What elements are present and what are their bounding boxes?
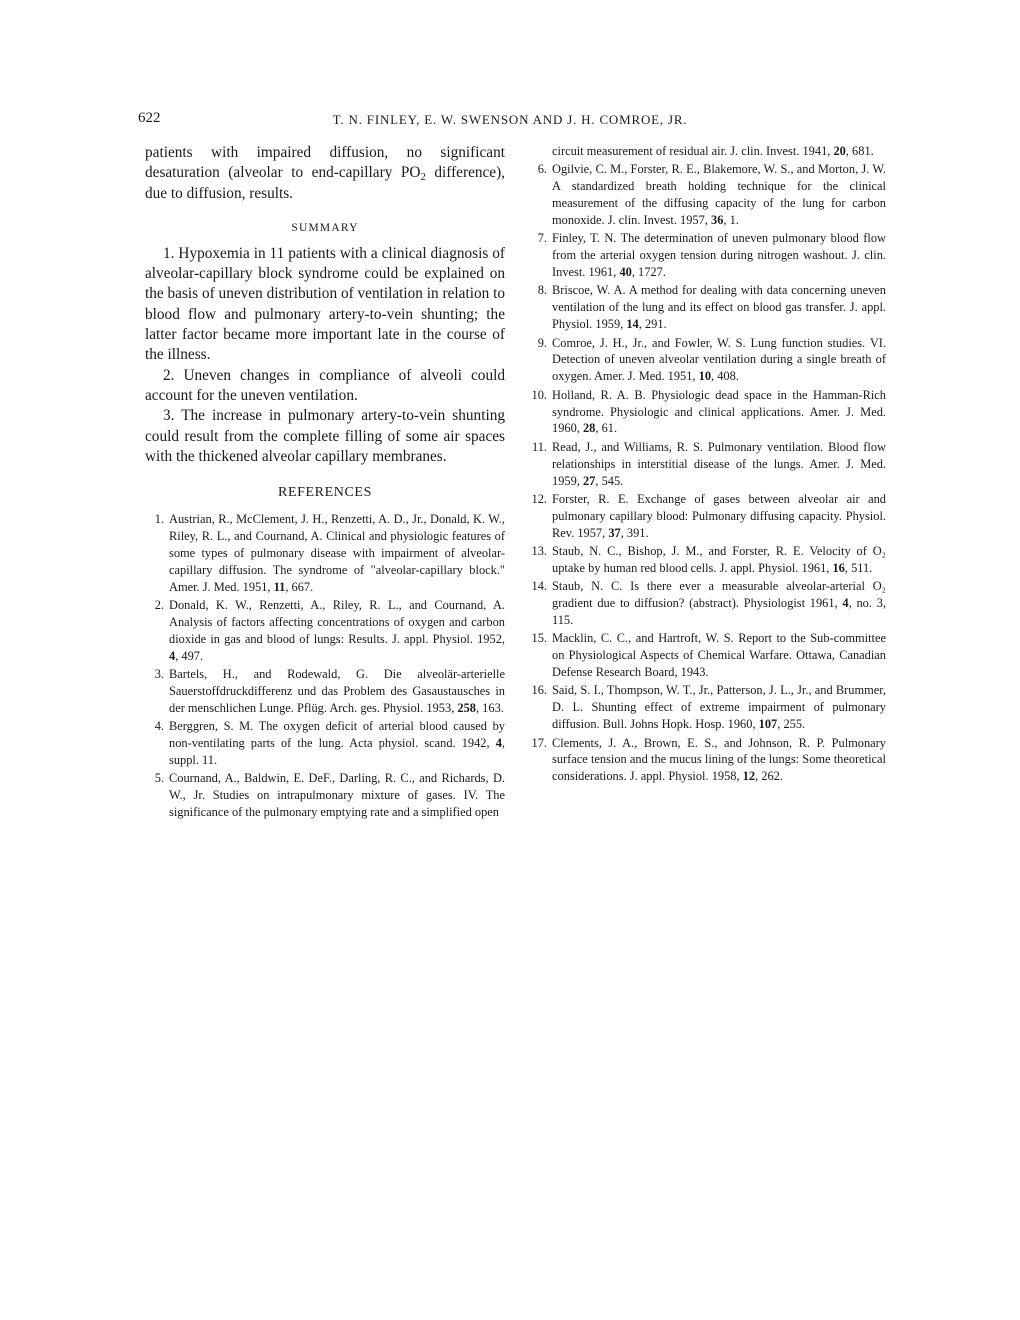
reference-text: Macklin, C. C., and Hartroft, W. S. Report to the Sub-committee on Physiological Aspects of Chemical Warfare. Ottawa, Canadian Defense Research Board, 1943. <box>552 631 886 680</box>
reference-number: 14. <box>531 579 547 594</box>
reference-number: 7. <box>537 231 547 246</box>
reference-text: Holland, R. A. B. Physiologic dead space in the Hamman-Rich syndrome. Physiologic and clinical applications. Amer. J. Med. 1960, 28, 61. <box>552 387 886 436</box>
reference-item <box>528 282 886 333</box>
reference-text: Briscoe, W. A. A method for dealing with data concerning uneven ventilation of the lung and its effect on blood gas transfer. J. appl. Physiol. 1959, 14, 291. <box>552 283 886 332</box>
reference-list-right <box>528 143 886 785</box>
reference-item <box>528 735 886 786</box>
reference-number: 3. <box>154 667 164 682</box>
reference-volume: 258 <box>457 700 476 715</box>
reference-volume: 37 <box>608 525 621 540</box>
reference-volume: 36 <box>711 213 724 228</box>
reference-number: 16. <box>531 683 547 698</box>
reference-item <box>145 597 505 665</box>
reference-number: 11. <box>531 439 547 454</box>
reference-volume: 4 <box>169 648 176 663</box>
reference-text: Berggren, S. M. The oxygen deficit of arterial blood caused by non-ventilating parts of the lung. Acta physiol. scand. 1942, 4, suppl. 11. <box>169 719 505 768</box>
reference-text: Ogilvie, C. M., Forster, R. E., Blakemore, W. S., and Morton, J. W. A standardized breath holding technique for the clinical measurement of the diffusing capacity of the lung for carbon monoxide. J. clin. Invest. 1957, 36, 1. <box>552 162 886 228</box>
reference-item <box>145 666 505 717</box>
page-number: 622 <box>138 110 161 126</box>
reference-item <box>528 230 886 281</box>
reference-item <box>145 511 505 596</box>
reference-item <box>528 543 886 577</box>
reference-number: 6. <box>537 162 547 177</box>
reference-volume: 28 <box>582 421 596 436</box>
reference-text: Comroe, J. H., Jr., and Fowler, W. S. Lung function studies. VI. Detection of uneven alveolar ventilation during a single breath of oxygen. Amer. J. Med. 1951, 10, 408. <box>552 335 886 384</box>
reference-text: Clements, J. A., Brown, E. S., and Johnson, R. P. Pulmonary surface tension and the mucus lining of the lungs: Some theoretical considerations. J. appl. Physiol. 1958, 12, 262. <box>552 735 886 784</box>
reference-text: Donald, K. W., Renzetti, A., Riley, R. L., and Cournand, A. Analysis of factors affecting concentrations of oxygen and carbon dioxide in gas and blood of lungs: Results. J. appl. Physiol. 1952, 4, 497. <box>169 598 505 663</box>
reference-volume: 4 <box>495 736 502 751</box>
summary-heading: SUMMARY <box>291 221 359 234</box>
reference-number: 17. <box>531 735 547 750</box>
reference-text: Bartels, H., and Rodewald, G. Die alveolär-arterielle Sauerstoffdruckdifferenz und das Problem des Gasaustausches in der menschlichen Lunge. Pflüg. Arch. ges. Physiol. 1953, 258, 163. <box>169 667 505 715</box>
summary-item: 3. The increase in pulmonary artery-to-vein shunting could result from the complete filling of some air spaces with the thickened alveolar capillary membranes. <box>145 407 505 465</box>
reference-number: 9. <box>537 335 547 350</box>
reference-item <box>528 335 886 386</box>
summary-item: 1. Hypoxemia in 11 patients with a clinical diagnosis of alveolar-capillary block syndrome could be explained on the basis of uneven distribution of ventilation in relation to blood flow and pulmonary artery-to-vein shunting; the latter factor became more important late in the course of the illness. <box>145 244 505 364</box>
reference-text: Read, J., and Williams, R. S. Pulmonary ventilation. Blood flow relationships in interstitial disease of the lungs. Amer. J. Med. 1959, 27, 545. <box>552 439 886 488</box>
reference-number: 15. <box>531 631 547 646</box>
reference-text: Said, S. I., Thompson, W. T., Jr., Patterson, J. L., Jr., and Brummer, D. L. Shunting effect of extreme impairment of pulmonary diffusion. Bull. Johns Hopk. Hosp. 1960, 107, 255. <box>552 683 886 732</box>
reference-number: 4. <box>154 719 164 734</box>
reference-text: Finley, T. N. The determination of uneven pulmonary blood flow from the arterial oxygen tension during nitrogen washout. J. clin. Invest. 1961, 40, 1727. <box>552 231 886 280</box>
reference-number: 8. <box>537 283 547 298</box>
intro-paragraph: patients with impaired diffusion, no significant desaturation (alveolar to end-capillary $PO_2$ difference), due to diffusion, results. <box>145 144 506 202</box>
reference-volume: 11 <box>273 579 286 594</box>
reference-text: Cournand, A., Baldwin, E. DeF., Darling, R. C., and Richards, D. W., Jr. Studies on intrapulmonary mixture of gases. IV. The significance of the pulmonary emptying rate and a simplified open <box>169 771 505 820</box>
reference-list-left <box>145 511 505 821</box>
reference-volume: 40 <box>619 265 632 280</box>
reference-text: Staub, N. C., Bishop, J. M., and Forster, R. E. Velocity of O₂ uptake by human red blood cells. J. appl. Physiol. 1961, 16, 511. <box>552 543 886 575</box>
reference-item <box>528 491 886 542</box>
reference-number: 2. <box>154 598 164 613</box>
running-head: T. N. FINLEY, E. W. SWENSON AND J. H. COMROE, JR. <box>332 112 688 127</box>
reference-item <box>528 682 886 733</box>
reference-item <box>528 630 886 681</box>
reference-volume: 14 <box>626 317 639 332</box>
reference-volume: 10 <box>698 369 712 384</box>
left-column <box>145 143 505 822</box>
reference-text: Staub, N. C. Is there ever a measurable alveolar-arterial O₂ gradient due to diffusion? (abstract). Physiologist 1961, 4, no. 3, 115. <box>552 579 886 627</box>
reference-text: Austrian, R., McClement, J. H., Renzetti, A. D., Jr., Donald, K. W., Riley, R. L., and Cournand, A. Clinical and physiologic features of some types of pulmonary disease with impairment of alveolar-capillary diffusion. The syndrome of "alveolar-capillary block." Amer. J. Med. 1951, 11, 667. <box>169 512 505 594</box>
reference-number: 12. <box>531 491 547 506</box>
reference-number: 13. <box>531 543 547 558</box>
reference-number: 1. <box>154 512 164 527</box>
reference-volume: 107 <box>758 717 778 732</box>
reference-item <box>528 161 886 229</box>
reference-number: 10. <box>531 387 547 402</box>
reference-volume: 20 <box>833 144 846 158</box>
reference-item <box>145 770 505 821</box>
right-column <box>528 143 886 787</box>
references-heading: REFERENCES <box>278 485 372 501</box>
reference-volume: 12 <box>742 769 756 784</box>
reference-item <box>528 578 886 629</box>
reference-item <box>528 439 886 490</box>
reference-volume: 27 <box>582 473 596 488</box>
reference-number: 5. <box>154 771 164 786</box>
reference-item <box>528 387 886 438</box>
reference-volume: 4 <box>842 596 849 611</box>
reference-continuation <box>528 143 886 160</box>
reference-volume: 16 <box>832 560 845 575</box>
reference-item <box>145 718 505 769</box>
summary-item: 2. Uneven changes in compliance of alveoli could account for the uneven ventilation. <box>145 366 505 404</box>
reference-text: circuit measurement of residual air. J. clin. Invest. 1941, 20, 681. <box>552 144 874 158</box>
reference-text: Forster, R. E. Exchange of gases between alveolar air and pulmonary capillary blood: Pulmonary diffusing capacity. Physiol. Rev. 1957, 37, 391. <box>552 491 886 540</box>
